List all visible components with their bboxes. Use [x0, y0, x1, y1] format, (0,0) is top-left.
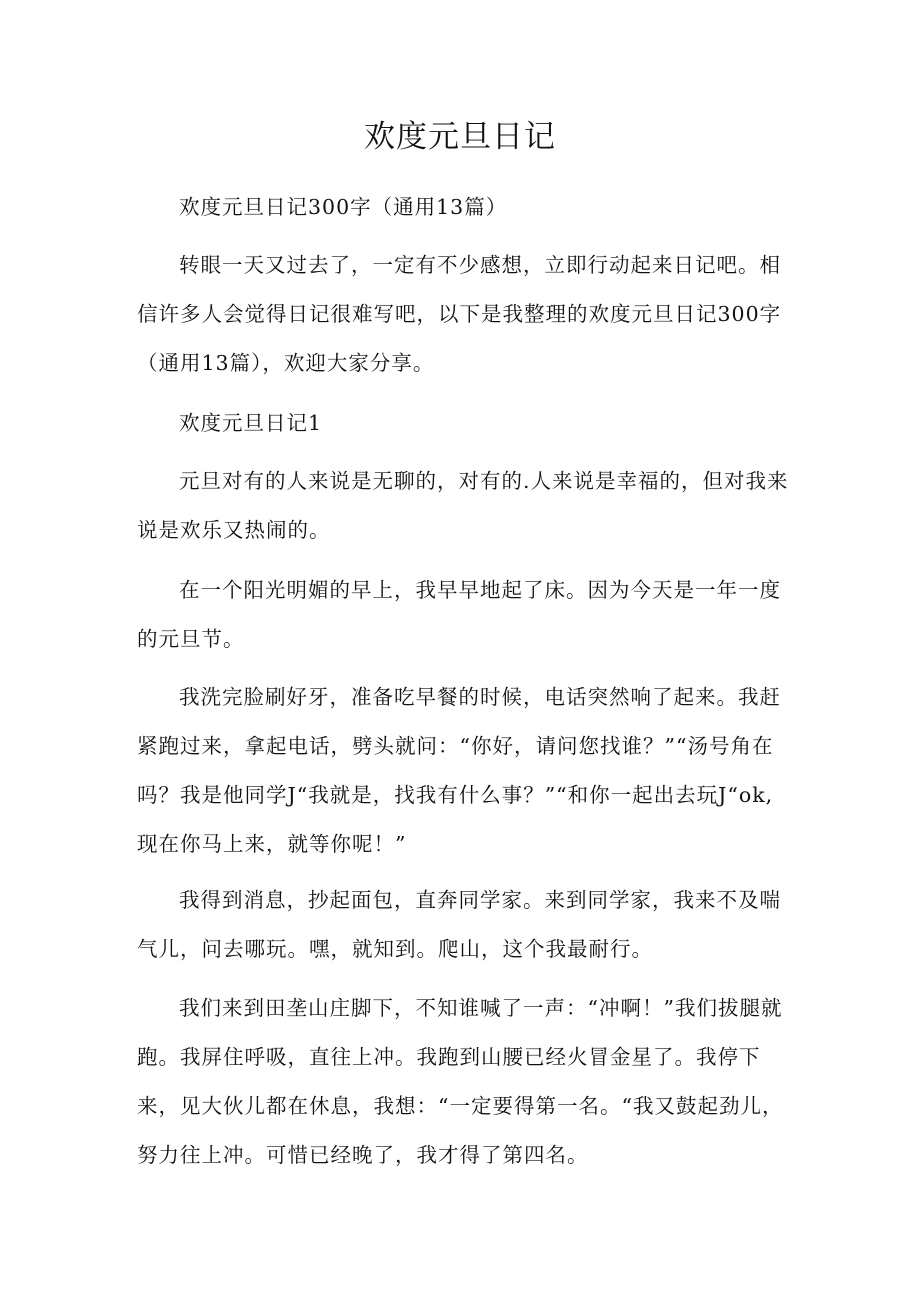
body-paragraph: 我洗完脸刷好牙，准备吃早餐的时候，电话突然响了起来。我赶紧跑过来，拿起电话，劈头就问：“你好，请问您找谁？”“汤号角在吗？我是他同学J“我就是，找我有什么事？”“和你一起出去玩J“ok,现在你马上来，就等你呢！” — [137, 685, 781, 856]
body-paragraph: 在一个阳光明媚的早上，我早早地起了床。因为今天是一年一度的元旦节。 — [137, 578, 781, 651]
section-heading: 欢度元旦日记1 — [179, 411, 323, 435]
body-paragraph: 元旦对有的人来说是无聊的，对有的.人来说是幸福的，但对我来说是欢乐又热闹的。 — [137, 469, 789, 542]
intro-paragraph: 转眼一天又过去了，一定有不少感想，立即行动起来日记吧。相信许多人会觉得日记很难写吧，以下是我整理的欢度元旦日记300字（通用13篇），欢迎大家分享。 — [137, 253, 782, 375]
body-paragraph: 我得到消息，抄起面包，直奔同学家。来到同学家，我来不及喘气儿，问去哪玩。嘿，就知到。爬山，这个我最耐行。 — [137, 888, 781, 961]
document-title: 欢度元旦日记 — [364, 119, 556, 155]
document-subtitle: 欢度元旦日记300字（通用13篇） — [179, 195, 508, 219]
body-paragraph: 我们来到田垄山庄脚下，不知谁喊了一声：“冲啊！”我们拔腿就跑。我屏住呼吸，直往上冲。我跑到山腰已经火冒金星了。我停下来，见大伙儿都在休息，我想：“一定要得第一名。“我又鼓起劲儿，努力往上冲。可惜已经晚了，我才得了第四名。 — [137, 996, 784, 1167]
